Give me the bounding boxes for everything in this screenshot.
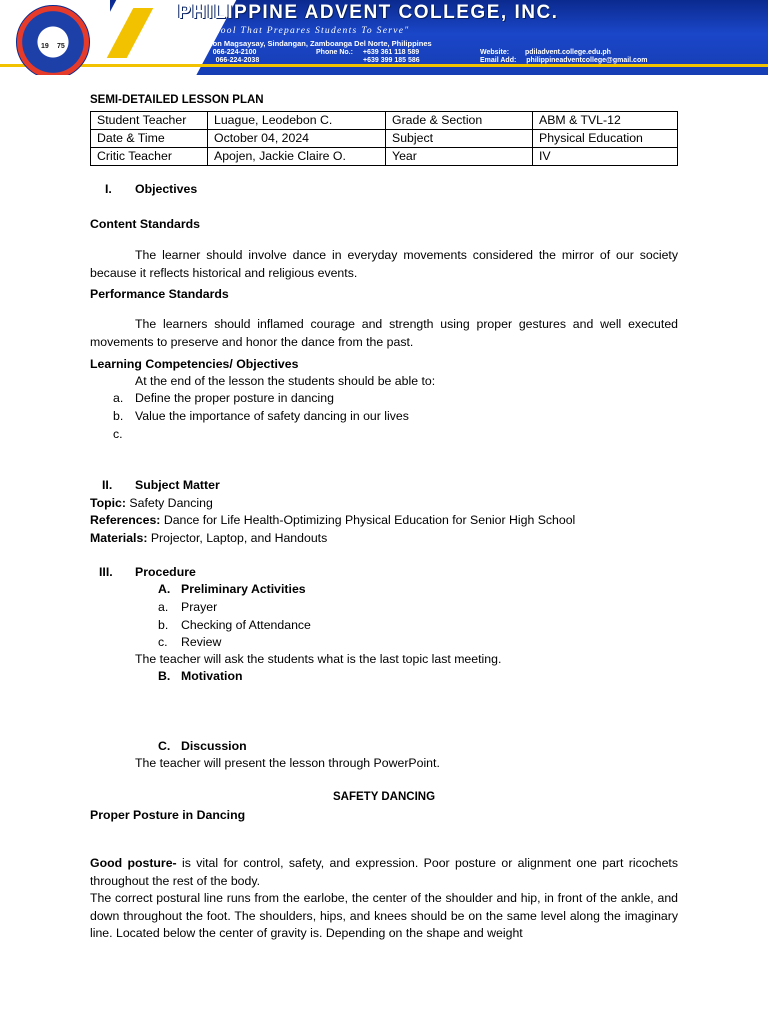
table-cell: October 04, 2024 xyxy=(208,130,386,148)
good-posture-label: Good posture- xyxy=(90,856,177,871)
table-cell: Grade & Section xyxy=(386,112,533,130)
college-motto: "The School That Prepares Students To Serve" xyxy=(176,26,410,36)
list-item: Checking of Attendance xyxy=(181,618,311,632)
content-standards-text: The learner should involve dance in everyday movements considered the mirror of our society because it reflects historical and religious events. xyxy=(90,248,678,280)
prelim-heading: Preliminary Activities xyxy=(181,582,306,596)
table-cell: Date & Time xyxy=(91,130,208,148)
lesson-subtitle: Proper Posture in Dancing xyxy=(90,808,246,822)
posture-line-paragraph: The correct postural line runs from the earlobe, the center of the shoulder and hip, in front of the ankle, and down throughout the foot. The shoulders, hips, and knees should be on the same level along the imaginary line. Located below the center of gravity is. Depending on the shape and weight xyxy=(90,891,678,941)
content-standards-heading: Content Standards xyxy=(90,217,200,231)
motivation-heading: Motivation xyxy=(181,669,243,683)
fax-number: 066-224-2038 xyxy=(215,57,260,64)
table-row xyxy=(91,130,678,148)
competencies-heading: Learning Competencies/ Objectives xyxy=(90,357,299,371)
subject-matter-numeral: II. xyxy=(102,478,113,492)
topic-label: Topic: xyxy=(90,496,126,510)
lesson-title: SAFETY DANCING xyxy=(333,791,436,803)
lesson-info-table xyxy=(90,111,678,166)
topic-value: Safety Dancing xyxy=(129,496,213,510)
references-label: References: xyxy=(90,513,161,527)
tel-number: 066-224-2100 xyxy=(212,49,257,56)
discussion-marker: C. xyxy=(158,739,171,753)
table-cell: Year xyxy=(386,148,533,166)
motivation-marker: B. xyxy=(158,669,171,683)
good-posture-text: is vital for control, safety, and expression. Poor posture or alignment one part ricochets throughout the rest of the body. xyxy=(90,856,678,888)
list-item: Review xyxy=(181,635,222,649)
list-marker: c. xyxy=(158,635,168,649)
procedure-numeral: III. xyxy=(99,565,113,579)
phone-number-2: +639 399 185 586 xyxy=(363,57,420,64)
logo-year-right: 75 xyxy=(57,43,65,50)
email-label: Email Add: xyxy=(480,57,517,64)
lesson-plan-title: SEMI-DETAILED LESSON PLAN xyxy=(90,94,264,106)
table-cell: ABM & TVL-12 xyxy=(533,112,678,130)
objectives-heading: Objectives xyxy=(135,182,198,196)
list-marker: c. xyxy=(113,427,123,441)
table-cell: Luague, Leodebon C. xyxy=(208,112,386,130)
materials-label: Materials: xyxy=(90,531,148,545)
list-marker: a. xyxy=(113,391,124,405)
procedure-heading: Procedure xyxy=(135,565,196,579)
list-item: Prayer xyxy=(181,600,218,614)
logo-year-left: 19 xyxy=(41,43,49,50)
competencies-intro: At the end of the lesson the students should be able to: xyxy=(135,374,436,388)
objectives-numeral: I. xyxy=(105,182,112,196)
phone-number-1: +639 361 118 589 xyxy=(362,49,420,56)
subject-matter-heading: Subject Matter xyxy=(135,478,220,492)
references-value: Dance for Life Health-Optimizing Physical Education for Senior High School xyxy=(163,513,576,527)
prelim-note: The teacher will ask the students what is the last topic last meeting. xyxy=(135,652,502,666)
college-name: PHILIPPINE ADVENT COLLEGE, INC. xyxy=(178,2,559,23)
fax-label: Fax No: xyxy=(178,57,204,64)
phone-label: Phone No.: xyxy=(316,49,353,56)
discussion-heading: Discussion xyxy=(181,739,247,753)
references-line xyxy=(90,513,575,527)
discussion-note: The teacher will present the lesson through PowerPoint. xyxy=(135,756,440,770)
list-marker: a. xyxy=(158,600,169,614)
table-row xyxy=(91,112,678,130)
table-cell: Subject xyxy=(386,130,533,148)
materials-value: Projector, Laptop, and Handouts xyxy=(150,531,328,545)
performance-standards-heading: Performance Standards xyxy=(90,287,229,301)
website-link[interactable]: pdiladvent.college.edu.ph xyxy=(525,49,611,56)
topic-line xyxy=(90,496,213,510)
list-marker: b. xyxy=(113,409,124,423)
table-cell: Physical Education xyxy=(533,130,678,148)
list-item: Value the importance of safety dancing in our lives xyxy=(135,409,409,423)
table-cell: Apojen, Jackie Claire O. xyxy=(208,148,386,166)
list-marker: b. xyxy=(158,618,169,632)
table-cell: Student Teacher xyxy=(91,112,208,130)
prelim-marker: A. xyxy=(158,582,171,596)
tel-label: Tel No. xyxy=(178,49,201,56)
performance-standards-text: The learners should inflamed courage and strength using proper gestures and well executed movements to preserve and honor the dance from the past. xyxy=(90,317,678,349)
website-label: Website: xyxy=(480,49,510,56)
college-logo xyxy=(16,5,90,75)
college-address: 7112 Ramon Magsaysay, Sindangan, Zamboanga Del Norte, Philippines xyxy=(178,39,432,48)
table-cell: Critic Teacher xyxy=(91,148,208,166)
table-cell: IV xyxy=(533,148,678,166)
good-posture-paragraph xyxy=(90,855,678,890)
email-link[interactable]: philippineadventcollege@gmail.com xyxy=(526,57,648,64)
list-item: Define the proper posture in dancing xyxy=(135,391,334,405)
header-banner xyxy=(0,0,768,75)
materials-line xyxy=(90,531,327,545)
table-row xyxy=(91,148,678,166)
